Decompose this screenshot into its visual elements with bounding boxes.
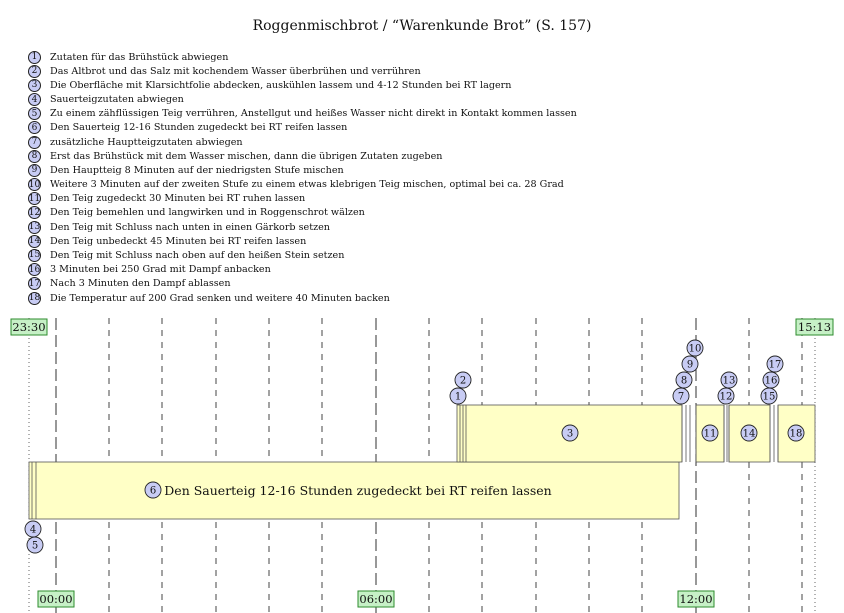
marker-number-10: 10 (688, 343, 702, 355)
step-text: Den Teig bemehlen und langwirken und in Roggenschrot wälzen (50, 207, 365, 219)
step-text: Zu einem zähflüssigen Teig verrühren, Anstellgut und heißes Wasser nicht direkt in Kontakt kommen lassen (50, 108, 577, 120)
marker-number-14: 14 (742, 428, 756, 440)
marker-number-16: 16 (764, 375, 778, 387)
marker-number-3: 3 (566, 428, 574, 440)
step-number-circle: 12 (28, 207, 41, 218)
marker-number-13: 13 (722, 375, 736, 387)
bar-label-6: Den Sauerteig 12-16 Stunden zugedeckt bei RT reifen lassen (164, 483, 552, 498)
step-text: Den Teig mit Schluss nach oben auf den heißen Stein setzen (50, 249, 345, 261)
tick-label: 06:00 (359, 592, 393, 606)
step-text: Den Teig unbedeckt 45 Minuten bei RT reifen lassen (50, 235, 307, 247)
marker-number-5: 5 (31, 540, 39, 552)
step-number-circle: 9 (28, 164, 41, 177)
marker-number-9: 9 (686, 359, 694, 371)
step-text: Nach 3 Minuten den Dampf ablassen (50, 278, 231, 290)
step-text: Den Teig mit Schluss nach unten in einen Gärkorb setzen (50, 221, 330, 233)
step-number-circle: 5 (28, 107, 41, 120)
step-number-circle: 11 (28, 193, 41, 204)
marker-number-18: 18 (789, 428, 803, 440)
marker-number-4: 4 (29, 524, 37, 536)
marker-number-1: 1 (454, 391, 462, 403)
marker-number-6: 6 (149, 485, 157, 497)
marker-number-15: 15 (762, 391, 776, 403)
step-text: Den Sauerteig 12-16 Stunden zugedeckt bei RT reifen lassen (50, 122, 348, 134)
step-text: Die Oberfläche mit Klarsichtfolie abdecken, auskühlen lassem und 4-12 Stunden bei RT lagern (50, 79, 512, 91)
step-number-circle: 1 (28, 51, 41, 64)
page-title: Roggenmischbrot / “Warenkunde Brot” (S. 157) (252, 18, 592, 34)
step-number-circle: 15 (28, 250, 41, 261)
marker-number-12: 12 (719, 391, 733, 403)
step-number-circle: 10 (28, 179, 41, 190)
marker-number-7: 7 (677, 391, 685, 403)
step-text: Weitere 3 Minuten auf der zweiten Stufe zu einem etwas klebrigen Teig mischen, optimal bei ca. 28 Grad (50, 179, 564, 191)
step-number-circle: 16 (28, 264, 41, 275)
marker-number-17: 17 (768, 359, 782, 371)
step-text: Zutaten für das Brühstück abwiegen (50, 51, 229, 63)
start-time-tag: 23:30 (12, 320, 46, 334)
step-number-circle: 2 (28, 65, 41, 78)
step-text: Sauerteigzutaten abwiegen (50, 94, 184, 106)
step-number-circle: 18 (28, 293, 41, 303)
end-time-tag: 15:13 (797, 320, 832, 334)
step-number-circle: 14 (28, 236, 41, 247)
step-number-circle: 7 (28, 136, 41, 149)
step-text: 3 Minuten bei 250 Grad mit Dampf anbacken (50, 264, 271, 276)
marker-number-8: 8 (680, 375, 688, 387)
tick-label: 00:00 (39, 592, 73, 606)
step-number-circle: 8 (28, 150, 41, 163)
step-text: zusätzliche Hauptteigzutaten abwiegen (50, 136, 243, 148)
step-text: Den Teig zugedeckt 30 Minuten bei RT ruhen lassen (50, 193, 306, 205)
step-number-circle: 13 (28, 222, 41, 233)
step-number-circle: 17 (28, 278, 41, 289)
step-text: Erst das Brühstück mit dem Wasser mischen, dann die übrigen Zutaten zugeben (50, 150, 443, 162)
step-text: Das Altbrot und das Salz mit kochendem Wasser überbrühen und verrühren (50, 65, 421, 77)
step-text: Die Temperatur auf 200 Grad senken und weitere 40 Minuten backen (50, 292, 390, 304)
tick-label: 12:00 (679, 592, 713, 606)
step-text: Den Hauptteig 8 Minuten auf der niedrigsten Stufe mischen (50, 164, 344, 176)
step-number-circle: 4 (28, 93, 41, 106)
marker-number-11: 11 (703, 428, 717, 440)
step-number-circle: 6 (28, 121, 41, 134)
marker-number-2: 2 (459, 375, 467, 387)
step-number-circle: 3 (28, 79, 41, 92)
